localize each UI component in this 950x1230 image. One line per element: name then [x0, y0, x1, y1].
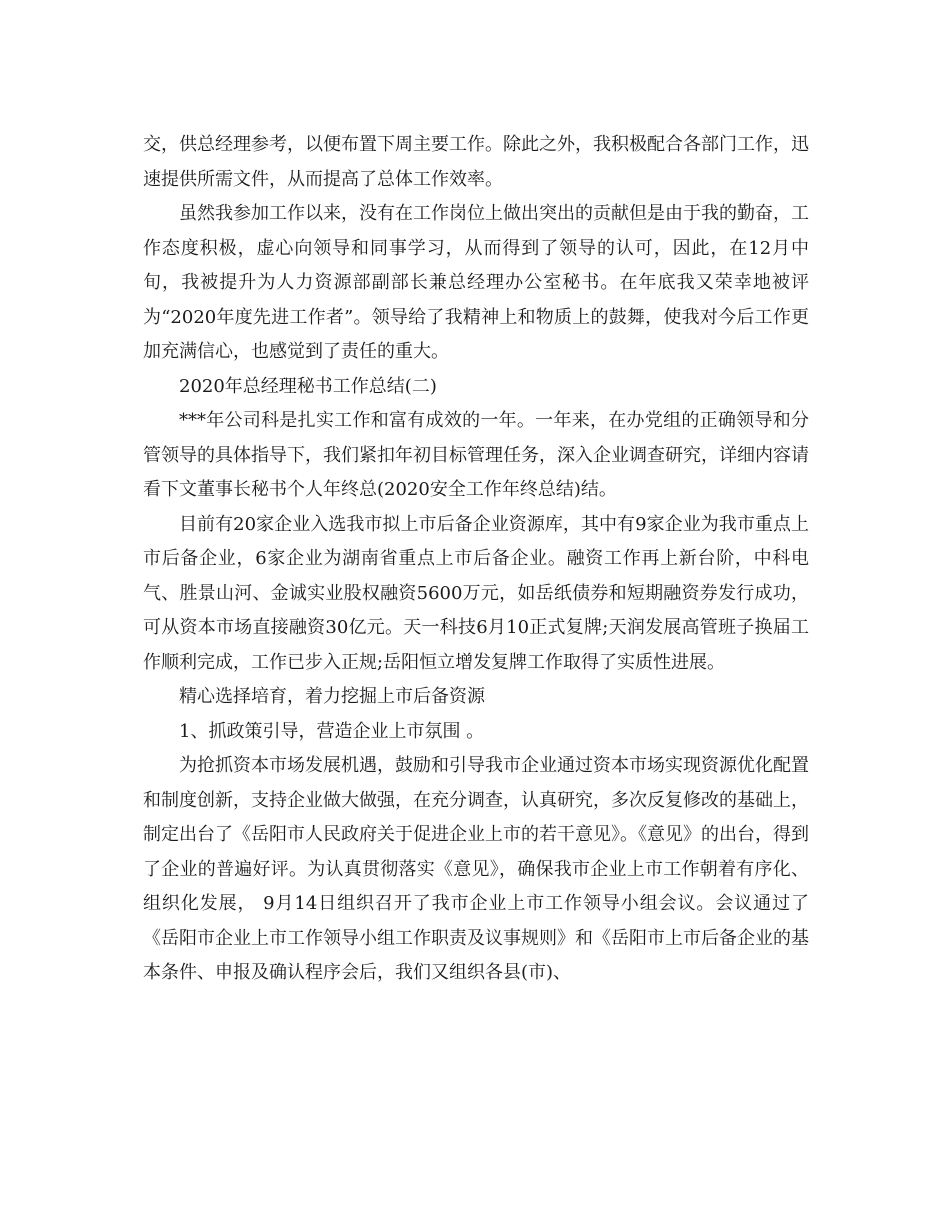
- paragraph-self-evaluation: 虽然我参加工作以来，没有在工作岗位上做出突出的贡献但是由于我的勤奋，工作态度积极，虚心向领导和同事学习，从而得到了领导的认可，因此，在12月中旬，我被提升为人力资源部副部长兼总经理办公室秘书。在年底我又荣幸地被评为“2020年度先进工作者”。领导给了我精神上和物质上的鼓舞，使我对今后工作更加充满信心，也感觉到了责任的重大。: [143, 203, 809, 362]
- document-body: [143, 128, 809, 991]
- paragraph-intro: ***年公司科是扎实工作和富有成效的一年。一年来，在办党组的正确领导和分管领导的具体指导下，我们紧扣年初目标管理任务，深入企业调查研究，详细内容请看下文董事长秘书个人年终总(2020安全工作年终总结)结。: [143, 410, 809, 500]
- paragraph-continued: 交，供总经理参考，以便布置下周主要工作。除此之外，我积极配合各部门工作，迅速提供所需文件，从而提高了总体工作效率。: [143, 134, 809, 190]
- paragraph-listing-progress: 目前有20家企业入选我市拟上市后备企业资源库，其中有9家企业为我市重点上市后备企业，6家企业为湖南省重点上市后备企业。融资工作再上新台阶，中科电气、胜景山河、金诚实业股权融资5600万元，如岳纸债券和短期融资券发行成功，可从资本市场直接融资30亿元。天一科技6月10正式复牌;天润发展高管班子换届工作顺利完成，工作已步入正规;岳阳恒立增发复牌工作取得了实质性进展。: [143, 513, 809, 673]
- list-item-heading: 1、抓政策引导，营造企业上市氛围 。: [179, 720, 485, 742]
- section-heading: 精心选择培育，着力挖掘上市后备资源: [179, 686, 485, 707]
- section-title: 2020年总经理秘书工作总结(二): [179, 375, 437, 397]
- paragraph-policy: 为抢抓资本市场发展机遇，鼓励和引导我市企业通过资本市场实现资源优化配置和制度创新，支持企业做大做强，在充分调查，认真研究，多次反复修改的基础上，制定出台了《岳阳市人民政府关于促进企业上市的若干意见》。《意见》的出台，得到了企业的普遍好评。为认真贯彻落实《意见》，确保我市企业上市工作朝着有序化、组织化发展， 9月14日组织召开了我市企业上市工作领导小组会议。会议通过了《岳阳市企业上市工作领导小组工作职责及议事规则》和《岳阳市上市后备企业的基本条件、申报及确认程序会后，我们又组织各县(市)、: [143, 755, 809, 983]
